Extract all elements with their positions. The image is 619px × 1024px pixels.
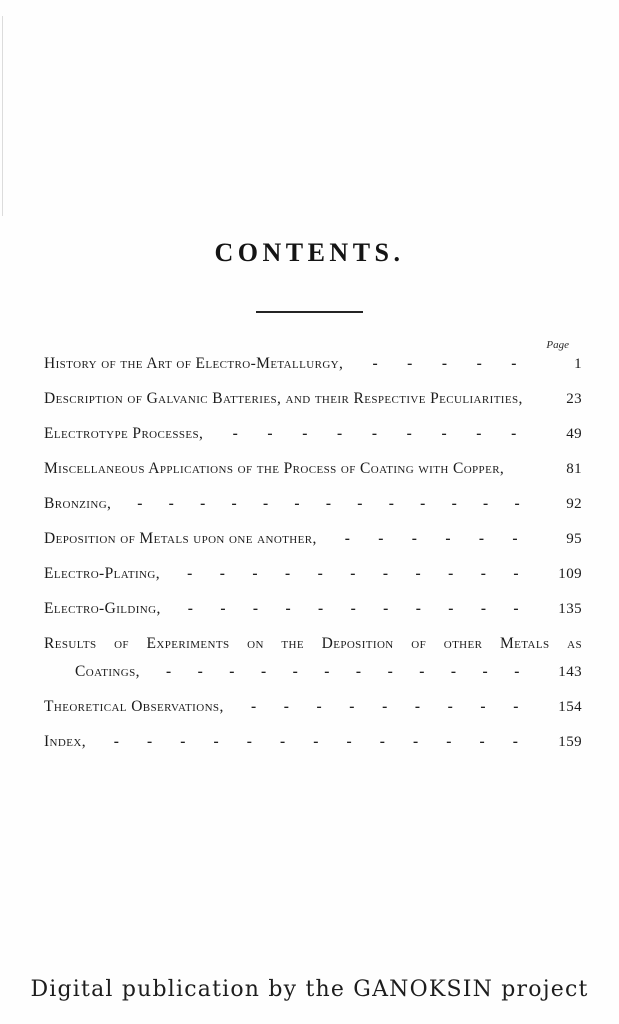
leader-dash: - [387, 663, 394, 680]
leader-dash: - [478, 530, 485, 547]
leader-dash: - [480, 565, 487, 582]
leader-dash: - [415, 565, 422, 582]
leader-dash: - [483, 495, 489, 512]
leader-dash: - [187, 565, 193, 582]
leader-dash: - [512, 733, 519, 750]
leader-dash: - [187, 600, 194, 617]
leader-dash: - [220, 600, 226, 617]
toc-entry-page: 1 [574, 356, 582, 372]
leader-dash: - [514, 663, 520, 680]
leader-dash: - [407, 355, 413, 372]
page-title: CONTENTS. [214, 238, 405, 267]
toc-dash-leader [343, 353, 546, 375]
toc-entry-label: Electrotype Processes, [44, 425, 204, 442]
toc-entry [44, 731, 582, 753]
leader-dash: - [344, 530, 351, 547]
leader-dash: - [229, 663, 235, 680]
toc-entry-label: Results of Experiments on the Deposition of other Metals as [44, 635, 582, 652]
leader-dash: - [246, 733, 253, 750]
leader-dash: - [451, 495, 458, 512]
toc-dash-leader [317, 528, 546, 550]
leader-dash: - [213, 733, 219, 750]
toc-entry-page: 81 [566, 461, 582, 477]
toc-dash-leader [203, 423, 546, 445]
leader-dash: - [197, 663, 204, 680]
toc-entry-label: Index, [44, 733, 86, 750]
leader-dash: - [511, 355, 517, 372]
leader-dash: - [165, 663, 172, 680]
toc-entry-label: Theoretical Observations, [44, 698, 224, 715]
toc-entry-label: Coatings, [75, 663, 140, 680]
leader-dash: - [357, 495, 363, 512]
leader-dash: - [414, 698, 421, 715]
leader-dash: - [267, 425, 273, 442]
leader-dash: - [200, 495, 206, 512]
toc-entry-page: 23 [566, 391, 582, 407]
page-column-header: Page [546, 339, 569, 351]
toc-entry [44, 598, 582, 620]
leader-dash: - [231, 495, 238, 512]
toc-entry-page: 159 [558, 734, 582, 750]
toc-entry-page: 49 [566, 426, 582, 442]
toc-list [44, 353, 582, 753]
leader-dash: - [447, 698, 454, 715]
leader-dash: - [406, 425, 413, 442]
toc-entry [44, 353, 582, 375]
scan-artifact-line [2, 16, 3, 216]
leader-dash: - [355, 663, 362, 680]
leader-dash: - [446, 733, 452, 750]
toc-dash-leader [111, 493, 546, 515]
toc-entry-page: 95 [566, 531, 582, 547]
toc-entry [44, 458, 582, 480]
toc-entry-label: Deposition of Metals upon one another, [44, 530, 317, 547]
leader-dash: - [512, 530, 518, 547]
leader-dash: - [180, 733, 186, 750]
leader-dash: - [482, 663, 489, 680]
toc-entry-label: Description of Galvanic Batteries, and their Respective Peculiarities, [44, 390, 523, 407]
leader-dash: - [441, 425, 448, 442]
leader-dash: - [419, 663, 425, 680]
leader-dash: - [479, 733, 485, 750]
divider-rule [256, 311, 363, 313]
leader-dash: - [379, 733, 386, 750]
leader-dash: - [262, 495, 269, 512]
leader-dash: - [113, 733, 120, 750]
leader-dash: - [415, 600, 422, 617]
leader-dash: - [260, 663, 267, 680]
toc-entry-page: 143 [558, 664, 582, 680]
leader-dash: - [313, 733, 319, 750]
leader-dash: - [382, 565, 389, 582]
toc-entry-page: 135 [558, 601, 582, 617]
leader-dash: - [285, 600, 292, 617]
leader-dash: - [371, 425, 378, 442]
leader-dash: - [511, 425, 517, 442]
leader-dash: - [316, 698, 323, 715]
leader-dash: - [480, 698, 486, 715]
leader-dash: - [324, 663, 330, 680]
leader-dash: - [441, 355, 448, 372]
toc-dash-leader [224, 696, 546, 718]
toc-entry [75, 661, 582, 683]
toc-entry-label: Electro-Gilding, [44, 600, 161, 617]
leader-dash: - [412, 733, 419, 750]
leader-dash: - [284, 565, 291, 582]
toc-entry-label: Electro-Plating, [44, 565, 161, 582]
table-of-contents [44, 339, 582, 753]
leader-dash: - [372, 355, 379, 372]
leader-dash: - [252, 600, 259, 617]
toc-entry [44, 696, 582, 718]
leader-dash: - [350, 600, 357, 617]
toc-entry [44, 563, 582, 585]
leader-dash: - [232, 425, 239, 442]
leader-dash: - [513, 600, 519, 617]
leader-dash: - [219, 565, 226, 582]
toc-entry-label: History of the Art of Electro-Metallurgy, [44, 355, 344, 372]
toc-entry [44, 528, 582, 550]
leader-dash: - [279, 733, 286, 750]
leader-dash: - [476, 425, 482, 442]
leader-dash: - [513, 698, 519, 715]
toc-entry [44, 493, 582, 515]
leader-dash: - [350, 565, 356, 582]
leader-dash: - [476, 355, 483, 372]
leader-dash: - [317, 565, 324, 582]
leader-dash: - [382, 698, 388, 715]
leader-dash: - [325, 495, 332, 512]
toc-entry-label: Bronzing, [44, 495, 112, 512]
leader-dash: - [388, 495, 395, 512]
leader-dash: - [302, 425, 308, 442]
toc-entry [44, 423, 582, 445]
leader-dash: - [480, 600, 487, 617]
leader-dash: - [513, 565, 519, 582]
leader-dash: - [450, 663, 457, 680]
leader-dash: - [318, 600, 324, 617]
leader-dash: - [252, 565, 258, 582]
toc-dash-leader [160, 563, 546, 585]
leader-dash: - [448, 565, 454, 582]
leader-dash: - [294, 495, 300, 512]
toc-dash-leader [140, 661, 546, 683]
toc-entry-page: 92 [566, 496, 582, 512]
leader-dash: - [346, 733, 352, 750]
leader-dash: - [349, 698, 355, 715]
leader-dash: - [411, 530, 418, 547]
toc-entry-label: Miscellaneous Applications of the Process of Coating with Copper, [44, 460, 505, 477]
footer-text: Digital publication by the GANOKSIN project [30, 977, 589, 1002]
leader-dash: - [168, 495, 175, 512]
leader-dash: - [378, 530, 384, 547]
toc-dash-leader [161, 598, 546, 620]
leader-dash: - [337, 425, 343, 442]
leader-dash: - [383, 600, 389, 617]
toc-entry-page: 154 [558, 699, 582, 715]
toc-dash-leader [86, 731, 546, 753]
toc-entry [44, 388, 582, 410]
leader-dash: - [137, 495, 143, 512]
leader-dash: - [420, 495, 426, 512]
leader-dash: - [292, 663, 299, 680]
leader-dash: - [146, 733, 153, 750]
leader-dash: - [448, 600, 454, 617]
leader-dash: - [283, 698, 290, 715]
leader-dash: - [250, 698, 257, 715]
toc-entry-page: 109 [558, 566, 582, 582]
leader-dash: - [514, 495, 520, 512]
leader-dash: - [445, 530, 451, 547]
